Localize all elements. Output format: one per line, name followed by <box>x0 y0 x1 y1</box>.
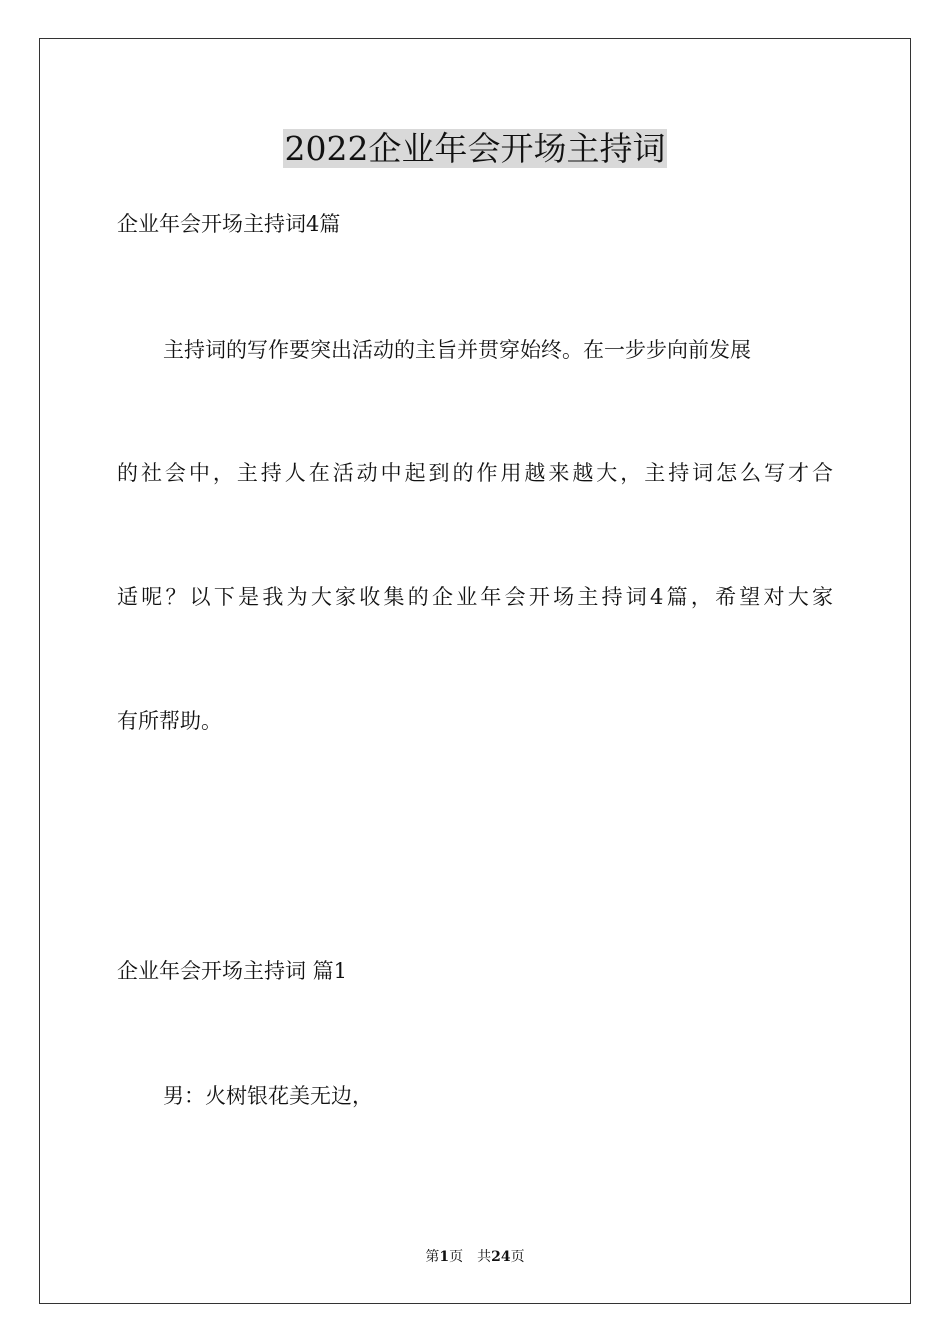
total-pages: 24 <box>491 1249 511 1265</box>
total-prefix: 共 <box>477 1249 492 1265</box>
page-prefix: 第 <box>425 1249 440 1265</box>
page-suffix: 页 <box>449 1249 464 1265</box>
total-suffix: 页 <box>510 1249 525 1265</box>
document-subtitle: 企业年会开场主持词4篇 <box>117 212 341 236</box>
intro-paragraph-line-3: 适呢？以下是我为大家收集的企业年会开场主持词4篇，希望对大家 <box>117 585 833 609</box>
section-heading: 企业年会开场主持词 篇1 <box>117 959 348 983</box>
document-title <box>0 127 950 171</box>
intro-paragraph-line-4: 有所帮助。 <box>117 709 222 733</box>
document-title-text: 2022企业年会开场主持词 <box>284 129 666 168</box>
page-footer <box>0 1247 950 1267</box>
intro-paragraph-line-2: 的社会中，主持人在活动中起到的作用越来越大，主持词怎么写才合 <box>117 461 833 485</box>
intro-paragraph-line-1: 主持词的写作要突出活动的主旨并贯穿始终。在一步步向前发展 <box>163 338 751 362</box>
page-number: 1 <box>439 1249 450 1265</box>
dialogue-line: 男：火树银花美无边， <box>163 1084 373 1108</box>
